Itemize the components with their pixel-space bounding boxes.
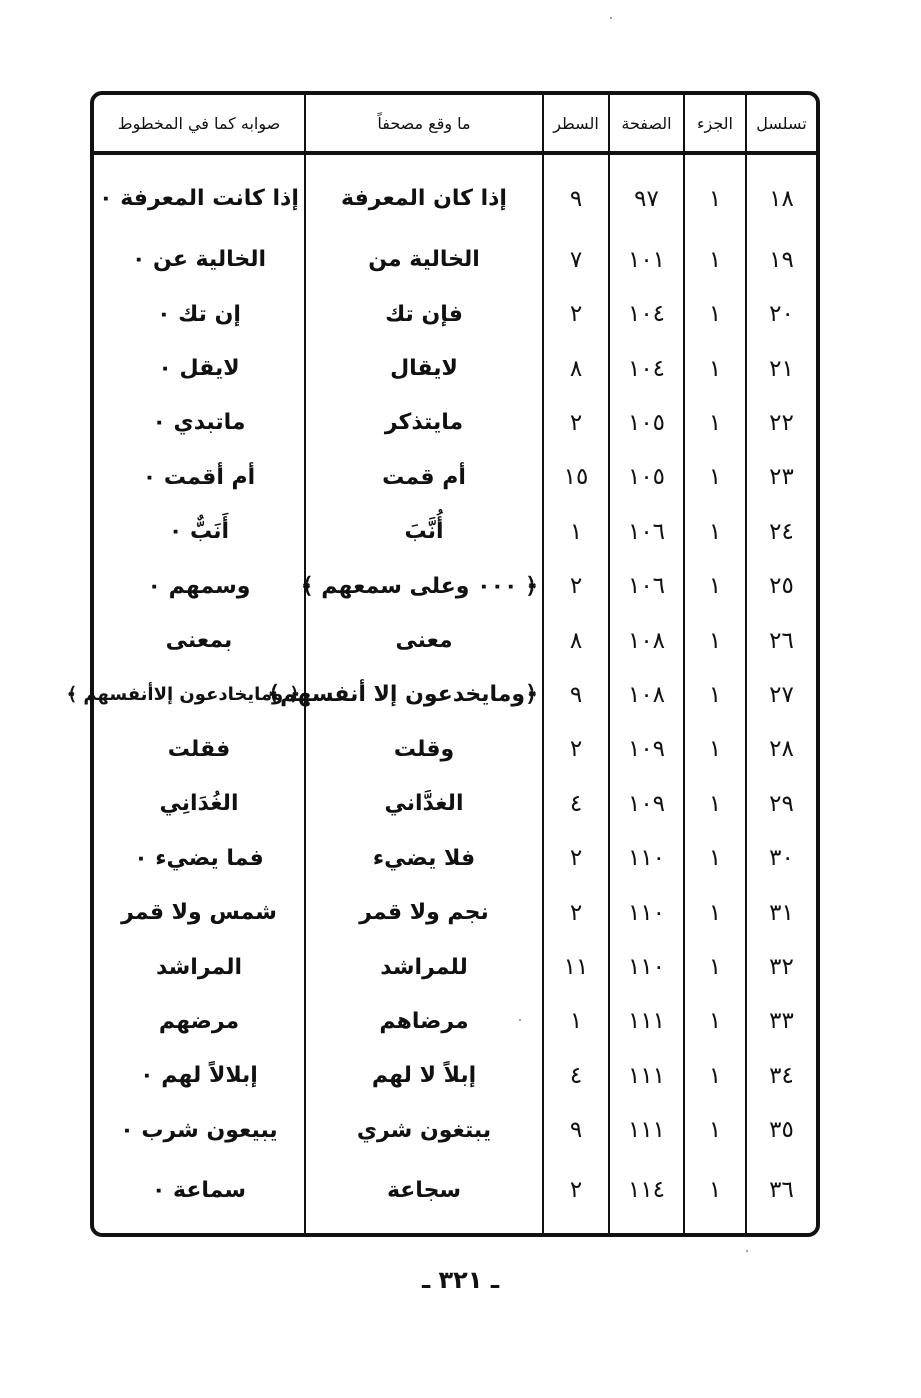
cell-wrong: إذا كان المعرفة (305, 153, 543, 233)
header-wrong: ما وقع مصحفاً (305, 95, 543, 153)
header-page: الصفحة (609, 95, 684, 153)
cell-part: ١ (684, 396, 746, 450)
cell-wrong: أُنَّبَ (305, 505, 543, 559)
cell-part: ١ (684, 450, 746, 504)
cell-serial: ٢٦ (746, 613, 816, 667)
cell-wrong: مرضاهم (305, 994, 543, 1048)
table-row (94, 153, 816, 233)
cell-page: ١١٠ (609, 885, 684, 939)
cell-line: ١١ (543, 940, 609, 994)
cell-line: ٢ (543, 559, 609, 613)
cell-page: ١١١ (609, 1103, 684, 1157)
scan-speck (746, 1250, 748, 1252)
cell-page: ١١٤ (609, 1157, 684, 1233)
cell-line: ٤ (543, 1049, 609, 1103)
cell-wrong: وقلت (305, 722, 543, 776)
cell-page: ١١٠ (609, 940, 684, 994)
cell-part: ١ (684, 505, 746, 559)
cell-serial: ٣٦ (746, 1157, 816, 1233)
cell-line: ٢ (543, 722, 609, 776)
header-part: الجزء (684, 95, 746, 153)
cell-serial: ٢٨ (746, 722, 816, 776)
cell-correct: لايقل ٠ (158, 356, 240, 382)
table-row (94, 559, 816, 613)
cell-correct: إن تك ٠ (157, 301, 241, 327)
cell-line: ٢ (543, 885, 609, 939)
cell-page: ٩٧ (609, 153, 684, 233)
cell-correct: الغُدَانِي (159, 791, 239, 817)
cell-correct: مرضهم (158, 1008, 240, 1034)
cell-line: ١٥ (543, 450, 609, 504)
cell-line: ٢ (543, 1157, 609, 1233)
cell-page: ١٠٩ (609, 777, 684, 831)
cell-part: ١ (684, 940, 746, 994)
cell-line: ٧ (543, 233, 609, 287)
cell-line: ٢ (543, 831, 609, 885)
cell-part: ١ (684, 233, 746, 287)
cell-page: ١٠١ (609, 233, 684, 287)
cell-wrong: لايقال (305, 341, 543, 395)
table-row (94, 613, 816, 667)
cell-correct: ﴿ ومايخادعون إلاأنفسهم ﴾ (66, 684, 300, 706)
table-row (94, 233, 816, 287)
cell-serial: ٢٠ (746, 287, 816, 341)
cell-wrong: إبلاً لا لهم (305, 1049, 543, 1103)
cell-page: ١٠٨ (609, 613, 684, 667)
table-row (94, 287, 816, 341)
cell-part: ١ (684, 1103, 746, 1157)
cell-correct: أم أقمت ٠ (142, 464, 256, 490)
cell-correct: فقلت (167, 736, 231, 762)
cell-page: ١٠٥ (609, 450, 684, 504)
cell-correct: شمس ولا قمر (121, 900, 277, 926)
page-number: ـ ٣٢١ ـ (421, 1266, 500, 1294)
table-row (94, 722, 816, 776)
table-row (94, 668, 816, 722)
cell-part: ١ (684, 559, 746, 613)
cell-wrong: الغدَّاني (305, 777, 543, 831)
cell-line: ١ (543, 994, 609, 1048)
cell-serial: ٢٢ (746, 396, 816, 450)
cell-serial: ٢١ (746, 341, 816, 395)
cell-page: ١٠٦ (609, 559, 684, 613)
cell-serial: ٣٤ (746, 1049, 816, 1103)
cell-page: ١١١ (609, 1049, 684, 1103)
table-row (94, 396, 816, 450)
cell-part: ١ (684, 777, 746, 831)
cell-correct: وسمهم ٠ (147, 573, 251, 599)
cell-serial: ١٨ (746, 153, 816, 233)
cell-serial: ٣٢ (746, 940, 816, 994)
table-row (94, 1103, 816, 1157)
cell-wrong: فإن تك (305, 287, 543, 341)
cell-serial: ٢٧ (746, 668, 816, 722)
table-row (94, 1049, 816, 1103)
cell-line: ٩ (543, 1103, 609, 1157)
table-row (94, 831, 816, 885)
errata-table-frame (66, 91, 820, 1237)
cell-serial: ٣١ (746, 885, 816, 939)
table-row (94, 341, 816, 395)
cell-line: ٨ (543, 613, 609, 667)
header-correct: صوابه كما في المخطوط (94, 95, 305, 153)
cell-line: ٢ (543, 396, 609, 450)
cell-serial: ١٩ (746, 233, 816, 287)
cell-part: ١ (684, 994, 746, 1048)
cell-serial: ٣٣ (746, 994, 816, 1048)
cell-wrong: للمراشد (305, 940, 543, 994)
cell-page: ١٠٤ (609, 287, 684, 341)
cell-wrong: مايتذكر (305, 396, 543, 450)
cell-wrong: نجم ولا قمر (305, 885, 543, 939)
cell-part: ١ (684, 831, 746, 885)
cell-part: ١ (684, 1049, 746, 1103)
cell-wrong: يبتغون شري (305, 1103, 543, 1157)
cell-wrong: ﴿ومايخدعون إلا أنفسهم﴾ (305, 668, 543, 722)
header-serial: تسلسل (746, 95, 816, 153)
cell-serial: ٢٤ (746, 505, 816, 559)
table-row (94, 505, 816, 559)
cell-wrong: معنى (305, 613, 543, 667)
cell-correct: سماعة ٠ (151, 1177, 247, 1203)
cell-serial: ٣٥ (746, 1103, 816, 1157)
cell-part: ١ (684, 722, 746, 776)
cell-correct: يبيعون شرب ٠ (120, 1117, 278, 1143)
cell-line: ٤ (543, 777, 609, 831)
cell-serial: ٣٠ (746, 831, 816, 885)
cell-wrong: أم قمت (305, 450, 543, 504)
errata-table (66, 95, 816, 1233)
cell-page: ١٠٨ (609, 668, 684, 722)
cell-correct: إبلالاً لهم ٠ (140, 1063, 258, 1089)
scan-speck (519, 1019, 521, 1021)
cell-page: ١١١ (609, 994, 684, 1048)
cell-serial: ٢٩ (746, 777, 816, 831)
cell-correct: المراشد (155, 954, 243, 980)
cell-part: ١ (684, 668, 746, 722)
table-header (94, 95, 816, 153)
cell-page: ١٠٩ (609, 722, 684, 776)
cell-part: ١ (684, 885, 746, 939)
cell-line: ٩ (543, 153, 609, 233)
cell-correct: ماتبدي ٠ (152, 410, 246, 436)
cell-correct: فما يضيء ٠ (134, 845, 264, 871)
cell-part: ١ (684, 287, 746, 341)
table-row (94, 777, 816, 831)
table-row (94, 450, 816, 504)
cell-serial: ٢٣ (746, 450, 816, 504)
cell-part: ١ (684, 1157, 746, 1233)
cell-wrong: ﴿ ٠٠٠ وعلى سمعهم ﴾ (305, 559, 543, 613)
cell-part: ١ (684, 341, 746, 395)
cell-line: ٩ (543, 668, 609, 722)
cell-page: ١١٠ (609, 831, 684, 885)
cell-wrong: الخالية من (305, 233, 543, 287)
table-row (94, 994, 816, 1048)
cell-page: ١٠٦ (609, 505, 684, 559)
cell-correct: بمعنى (165, 628, 233, 654)
table-row (94, 885, 816, 939)
cell-wrong: سجاعة (305, 1157, 543, 1233)
cell-wrong: فلا يضيء (305, 831, 543, 885)
cell-part: ١ (684, 153, 746, 233)
cell-line: ٨ (543, 341, 609, 395)
cell-line: ١ (543, 505, 609, 559)
cell-serial: ٢٥ (746, 559, 816, 613)
cell-line: ٢ (543, 287, 609, 341)
scan-speck (610, 17, 612, 19)
table-body (66, 153, 816, 1233)
cell-correct: الخالية عن ٠ (131, 247, 267, 273)
table-row (94, 940, 816, 994)
cell-page: ١٠٥ (609, 396, 684, 450)
cell-correct: إذا كانت المعرفة ٠ (99, 186, 299, 212)
cell-correct: أَنَبٌّ ٠ (168, 519, 230, 545)
cell-page: ١٠٤ (609, 341, 684, 395)
header-line: السطر (543, 95, 609, 153)
table-row (94, 1157, 816, 1233)
cell-part: ١ (684, 613, 746, 667)
